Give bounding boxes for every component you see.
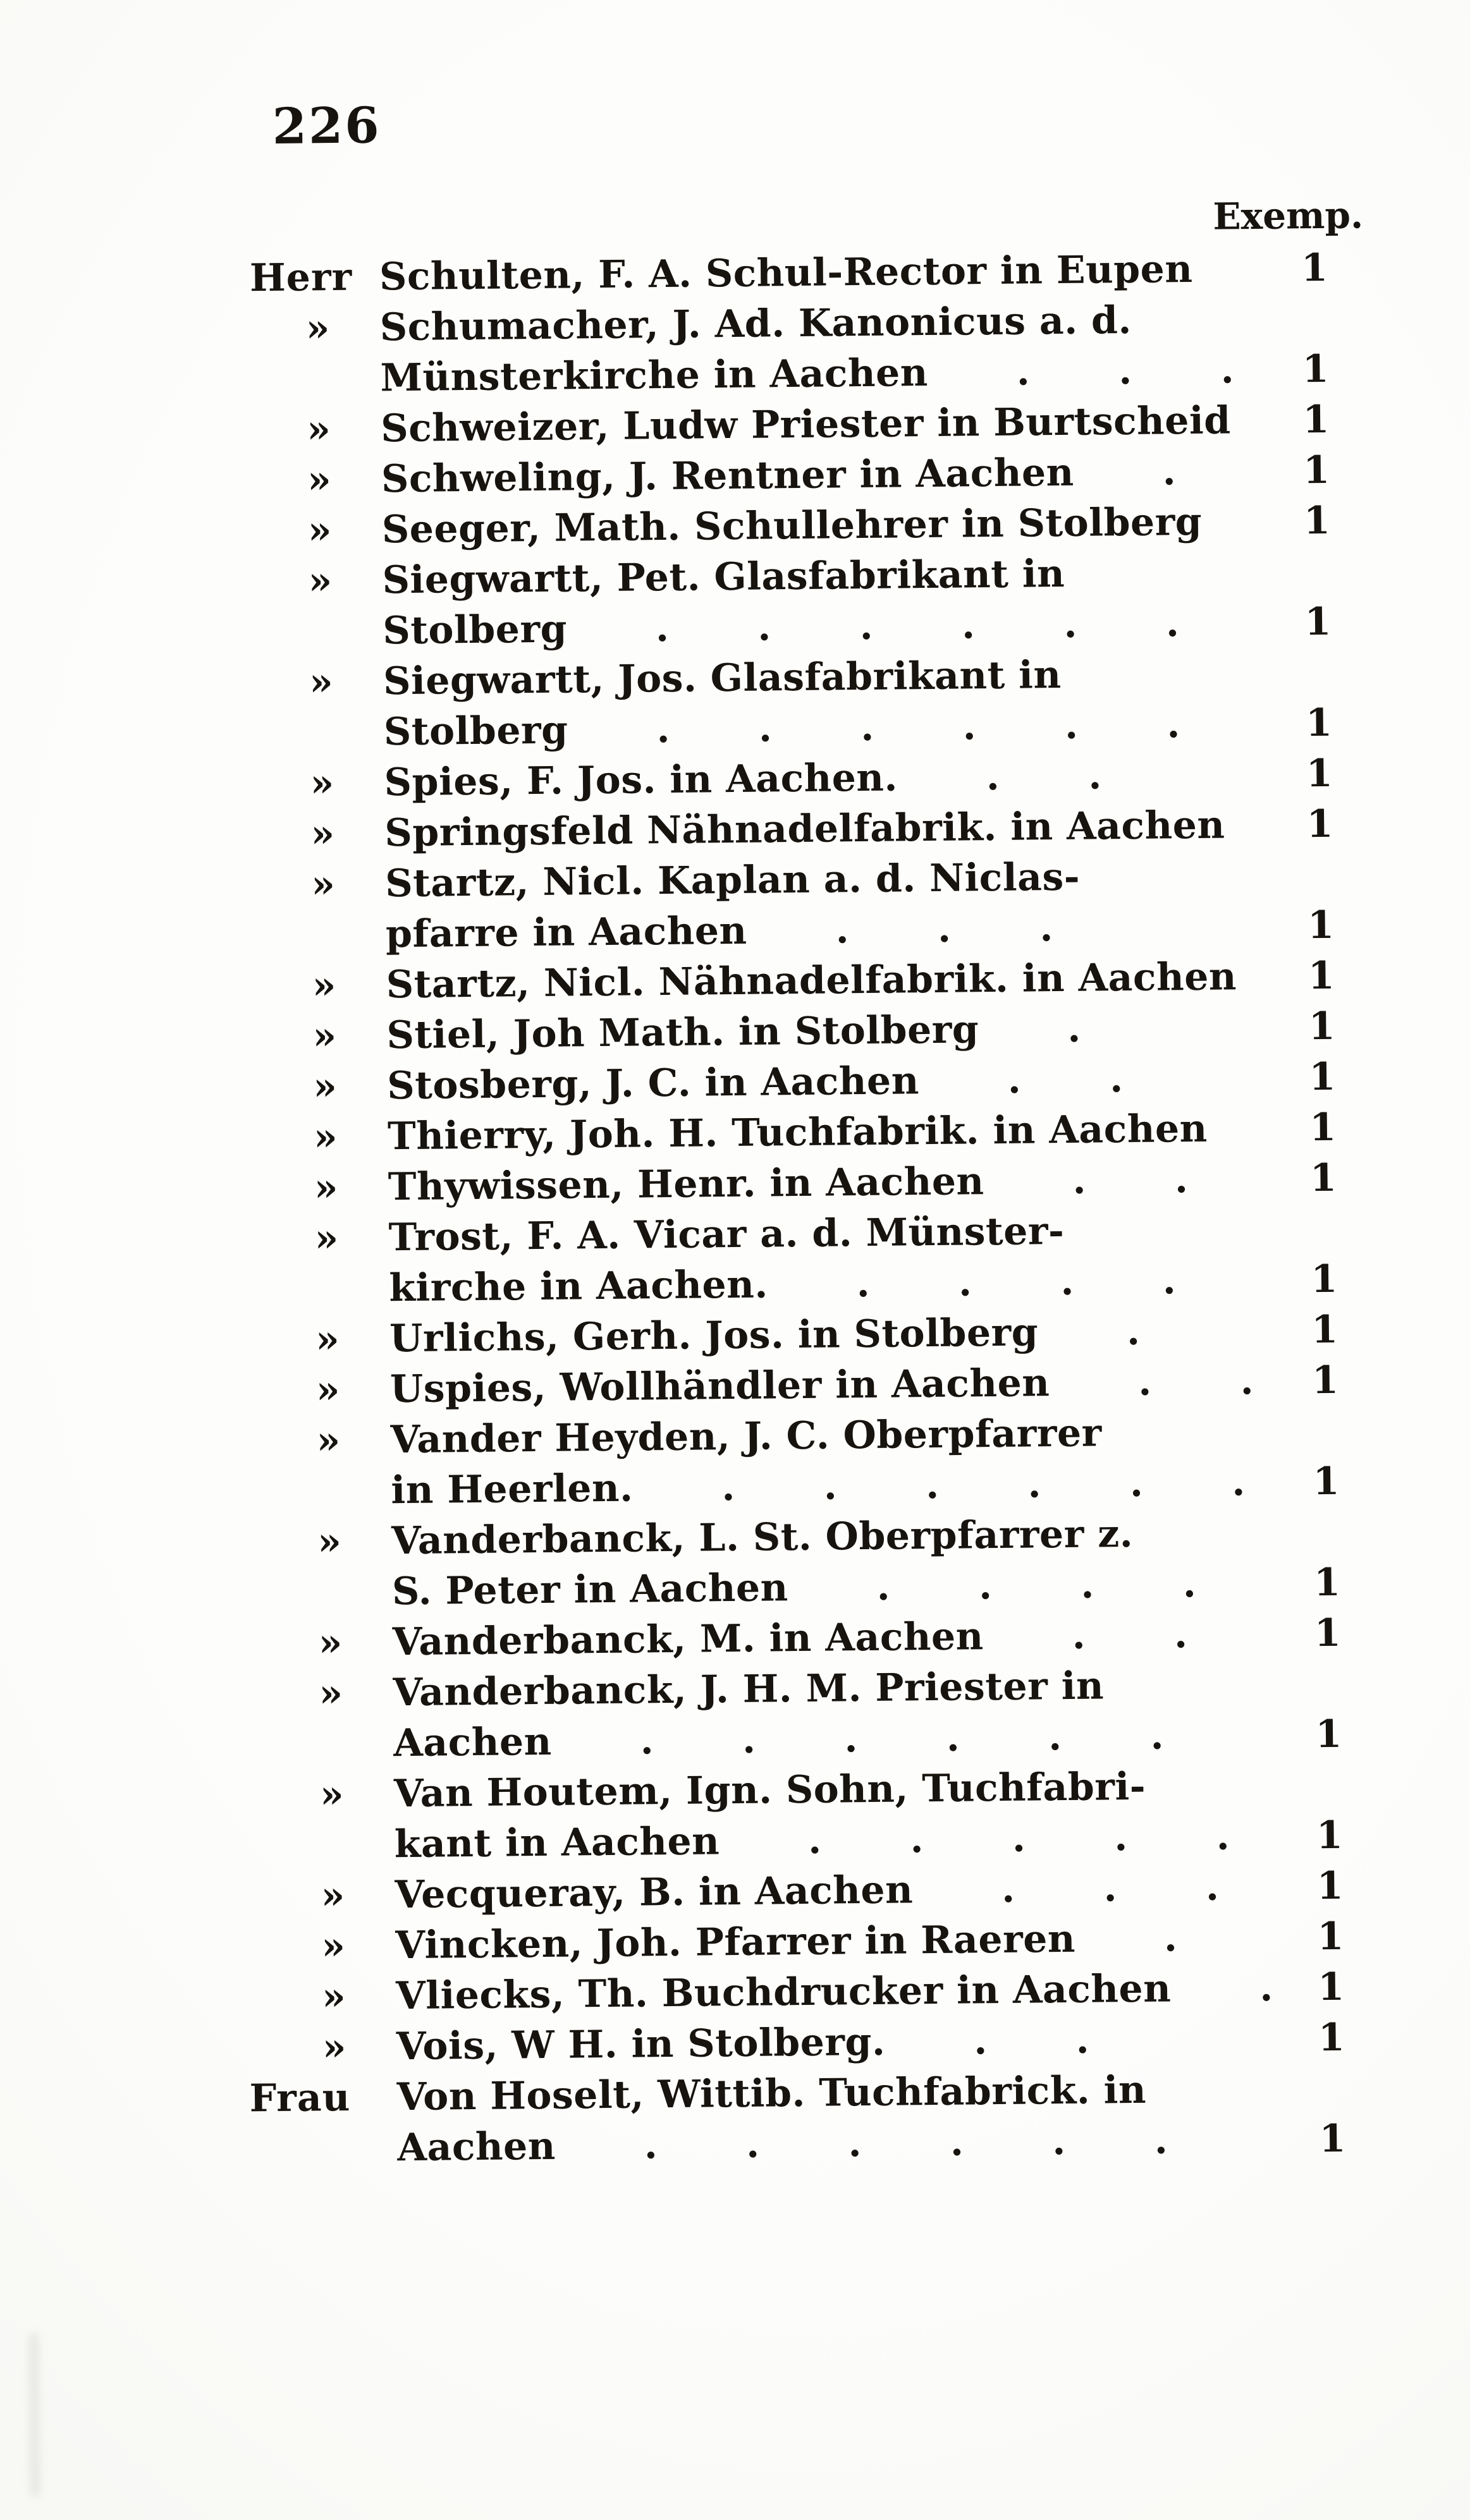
copy-count: 1 <box>1317 1914 1344 1959</box>
leader-dot: . <box>1163 1916 1178 1961</box>
copy-count <box>1261 584 1331 585</box>
row-prefix: » <box>307 508 333 553</box>
entry-text: Vanderbanck, J. H. M. Priester in <box>393 1664 1105 1715</box>
copy-count: 1 <box>1309 1054 1336 1100</box>
leader-dot: . <box>807 1818 822 1863</box>
leader-dot: . <box>1220 348 1235 393</box>
row-prefix: » <box>308 559 333 604</box>
entry-text: kirche in Aachen. . . . . <box>389 1258 1177 1311</box>
copy-count: 1 <box>1304 599 1332 645</box>
row-prefix: » <box>307 458 332 502</box>
leader-dot: . <box>1016 350 1031 394</box>
row-prefix: » <box>319 1671 344 1716</box>
leader-dot: . <box>1162 1258 1177 1303</box>
entry-text: Spies, F. Jos. in Aachen. . . <box>384 753 1102 805</box>
leader-dot: . <box>1063 602 1078 647</box>
entry-text: Uspies, Wollhändler in Aachen . . <box>389 1359 1254 1412</box>
row-prefix <box>265 1857 395 1858</box>
leader-dot: . <box>1259 1965 1273 2011</box>
copy-count <box>1272 1696 1342 1697</box>
row-prefix <box>264 1756 394 1757</box>
leader-dot: . <box>1075 2018 1090 2062</box>
copy-count: 1 <box>1313 1459 1340 1504</box>
row-prefix: » <box>316 1418 341 1463</box>
entry-text: Trost, F. A. Vicar a. d. Münster- <box>388 1208 1065 1260</box>
entry-text: Vois, W H. in Stolberg. . . <box>396 2018 1090 2069</box>
leader-dot: . <box>1174 1157 1189 1202</box>
leader-dot: . <box>721 1465 736 1510</box>
row-prefix: » <box>315 1317 341 1362</box>
row-prefix: » <box>310 761 335 806</box>
entry-text: Schweling, J. Rentner in Aachen . <box>381 449 1177 502</box>
leader-dot: . <box>1048 1715 1062 1760</box>
row-prefix: » <box>317 1519 343 1564</box>
entry-text: Urlichs, Gerh. Jos. in Stolberg . <box>389 1309 1141 1361</box>
row-prefix: » <box>314 1216 340 1261</box>
copy-count: 1 <box>1316 1813 1344 1858</box>
row-prefix <box>262 1503 391 1504</box>
entry-text: Schulten, F. A. Schul-Rector in Eupen <box>379 247 1193 300</box>
row-prefix: Herr <box>249 255 353 301</box>
entry-text: Springsfeld Nähnadelfabrik. in Aachen <box>384 803 1225 856</box>
entry-text: Vanderbanck, L. St. Oberpfarrer z. <box>391 1511 1134 1564</box>
leader-dot: . <box>1114 1815 1129 1860</box>
leader-dot: . <box>876 1564 891 1609</box>
row-prefix: » <box>305 306 331 351</box>
leader-dot: . <box>950 2120 964 2165</box>
scan-artifact <box>28 2333 40 2497</box>
leader-dot: . <box>1001 1866 1015 1911</box>
leader-dot: . <box>1126 1309 1141 1354</box>
entry-text: Vander Heyden, J. C. Oberpfarrer <box>390 1411 1103 1463</box>
row-prefix: » <box>322 2024 347 2070</box>
leader-dot: . <box>1060 1259 1075 1305</box>
row-prefix <box>262 1604 392 1605</box>
copy-count: 1 <box>1306 751 1333 796</box>
leader-dot: . <box>962 704 977 749</box>
leader-dot: . <box>958 1260 972 1305</box>
copy-count: 1 <box>1309 1155 1337 1201</box>
leader-dot: . <box>1064 703 1079 748</box>
leader-dot: . <box>1103 1866 1118 1911</box>
copy-count <box>1262 685 1332 686</box>
row-prefix: » <box>321 1923 346 1969</box>
leader-dot: . <box>1027 1462 1042 1507</box>
row-prefix: » <box>307 407 332 452</box>
copy-count: 1 <box>1301 245 1328 291</box>
row-prefix: » <box>313 1115 338 1160</box>
leader-dot: . <box>910 1817 924 1862</box>
entry-text: Startz, Nicl. Nähnadelfabrik. in Aachen <box>386 954 1237 1007</box>
copy-count: 1 <box>1311 1307 1338 1353</box>
page-number: 226 <box>272 97 382 155</box>
leader-dot: . <box>1154 2118 1168 2163</box>
leader-dot: . <box>1072 1613 1086 1658</box>
leader-dot: . <box>859 604 874 649</box>
row-prefix <box>268 2160 398 2162</box>
copy-count: 1 <box>1308 953 1335 999</box>
entry-text: Stosberg, J. C. in Aachen . . <box>386 1057 1124 1109</box>
row-prefix <box>260 1301 389 1302</box>
entry-text: Siegwartt, Jos. Glasfabrikant in <box>383 653 1062 704</box>
row-prefix: » <box>319 1772 345 1817</box>
row-prefix <box>256 947 386 948</box>
entry-text: Schweizer, Ludw Priester in Burtscheid <box>381 398 1231 451</box>
leader-dot: . <box>860 705 874 750</box>
row-prefix: » <box>315 1368 341 1413</box>
leader-dot: . <box>644 2123 658 2168</box>
subscriber-list <box>0 245 1470 2180</box>
copy-count: 1 <box>1311 1257 1338 1302</box>
copy-count: 1 <box>1307 903 1335 948</box>
leader-dot: . <box>1165 601 1180 646</box>
row-prefix <box>251 391 381 392</box>
copy-count: 1 <box>1318 2015 1345 2060</box>
leader-dot: . <box>1081 1562 1095 1607</box>
leader-dot: . <box>1150 1713 1165 1758</box>
copy-count <box>1268 1241 1337 1242</box>
leader-dot: . <box>758 706 773 751</box>
entry-text: Stolberg . . . . . . <box>383 702 1181 755</box>
leader-dot: . <box>1182 1562 1197 1607</box>
copy-count: 1 <box>1318 1964 1345 2010</box>
leader-dot: . <box>986 754 1000 800</box>
entry-text: Schumacher, J. Ad. Kanonicus a. d. <box>379 298 1132 350</box>
row-prefix: » <box>314 1166 339 1210</box>
leader-dot: . <box>1118 348 1132 394</box>
leader-dot: . <box>1216 1814 1230 1859</box>
leader-dot: . <box>1167 702 1181 747</box>
copy-count: 1 <box>1311 1358 1339 1403</box>
entry-text: pfarre in Aachen . . . <box>385 906 1054 957</box>
row-prefix: » <box>310 812 336 856</box>
entry-text: Stolberg . . . . . . <box>383 601 1180 654</box>
leader-dot: . <box>925 1463 940 1508</box>
copy-count: 1 <box>1302 346 1329 392</box>
leader-dot: . <box>1240 1359 1254 1404</box>
row-prefix: » <box>318 1620 343 1665</box>
leader-dot: . <box>1072 1158 1087 1203</box>
entry-text: kant in Aachen . . . . . <box>394 1814 1230 1867</box>
leader-dot: . <box>823 1464 838 1509</box>
row-prefix: » <box>312 963 337 1008</box>
leader-dot: . <box>978 1564 993 1609</box>
copy-count: 1 <box>1303 498 1331 544</box>
entry-text: Seeger, Math. Schullehrer in Stolberg <box>381 499 1203 552</box>
entry-text: Thierry, Joh. H. Tuchfabrik. in Aachen <box>387 1106 1208 1159</box>
entry-text: S. Peter in Aachen . . . . <box>391 1562 1197 1614</box>
leader-dot: . <box>937 906 952 951</box>
leader-dot: . <box>844 1717 859 1762</box>
entry-text: Thywissen, Henr. in Aachen . . <box>388 1157 1189 1210</box>
entry-text: Startz, Nicl. Kaplan a. d. Niclas- <box>384 855 1081 906</box>
leader-dot: . <box>1067 1006 1082 1051</box>
leader-dot: . <box>1173 1612 1188 1657</box>
leader-dot: . <box>835 908 850 953</box>
entry-text: Von Hoselt, Wittib. Tuchfabrick. in <box>396 2067 1147 2120</box>
copy-count: 1 <box>1302 447 1330 493</box>
entry-text: Stiel, Joh Math. in Stolberg . <box>386 1006 1082 1058</box>
row-prefix: » <box>313 1064 338 1109</box>
leader-dot: . <box>961 603 976 648</box>
leader-dot: . <box>856 1261 871 1306</box>
leader-dot: . <box>973 2019 988 2064</box>
copy-count: 1 <box>1313 1560 1341 1605</box>
entry-text: Münsterkirche in Aachen . . . <box>380 348 1235 401</box>
row-prefix: » <box>312 1014 338 1059</box>
leader-dot: . <box>1162 449 1177 494</box>
leader-dot: . <box>640 1719 654 1763</box>
copy-count: 1 <box>1302 397 1330 442</box>
row-prefix: » <box>321 1974 346 2019</box>
leader-dot: . <box>946 1715 960 1760</box>
copy-count: 1 <box>1305 700 1333 746</box>
leader-dot: . <box>745 2122 760 2167</box>
leader-dot: . <box>1039 906 1054 951</box>
copy-count <box>1276 2101 1345 2102</box>
copy-count: 1 <box>1315 1712 1342 1757</box>
entry-text: Vanderbanck, M. in Aachen . . <box>392 1612 1188 1665</box>
copies-column-header: Exemp. <box>1213 193 1364 238</box>
row-prefix: » <box>321 1873 346 1918</box>
leader-dot: . <box>757 605 772 650</box>
copy-count <box>1264 887 1333 888</box>
entry-text: Vliecks, Th. Buchdrucker in Aachen . <box>395 1965 1273 2019</box>
leader-dot: . <box>848 2121 862 2166</box>
leader-dot: . <box>656 707 671 752</box>
copy-count: 1 <box>1314 1610 1342 1656</box>
row-prefix <box>254 745 384 746</box>
leader-dot: . <box>1007 1057 1022 1102</box>
copy-count: 1 <box>1316 1863 1344 1909</box>
copy-count <box>1259 331 1328 332</box>
entry-text: Vincken, Joh. Pfarrer in Raeren . <box>395 1916 1178 1968</box>
copy-count: 1 <box>1319 2116 1346 2162</box>
entry-text: Aachen . . . . . . <box>397 2118 1168 2170</box>
leader-dot: . <box>1087 753 1102 798</box>
row-prefix: » <box>310 862 336 907</box>
entry-text: in Heerlen. . . . . . . <box>391 1460 1246 1513</box>
row-prefix: Frau <box>249 2075 351 2121</box>
leader-dot: . <box>1137 1360 1153 1404</box>
entry-text: Aachen . . . . . . <box>393 1713 1165 1766</box>
leader-dot: . <box>742 1717 756 1762</box>
copy-count: 1 <box>1308 1004 1335 1049</box>
leader-dot: . <box>1129 1461 1144 1506</box>
entry-text: Van Houtem, Ign. Sohn, Tuchfabri- <box>393 1764 1146 1817</box>
entry-text: Vecqueray, B. in Aachen . . . <box>395 1865 1220 1918</box>
leader-dot: . <box>655 606 670 651</box>
row-prefix <box>254 643 383 645</box>
leader-dot: . <box>1231 1460 1246 1505</box>
leader-dot: . <box>1109 1057 1124 1102</box>
row-prefix: » <box>309 660 334 705</box>
copy-count: 1 <box>1306 801 1333 847</box>
leader-dot: . <box>1052 2119 1067 2164</box>
leader-dot: . <box>1205 1865 1220 1909</box>
entry-text: Siegwartt, Pet. Glasfabrikant in <box>382 551 1065 603</box>
leader-dot: . <box>1012 1816 1026 1861</box>
copy-count: 1 <box>1309 1105 1337 1150</box>
